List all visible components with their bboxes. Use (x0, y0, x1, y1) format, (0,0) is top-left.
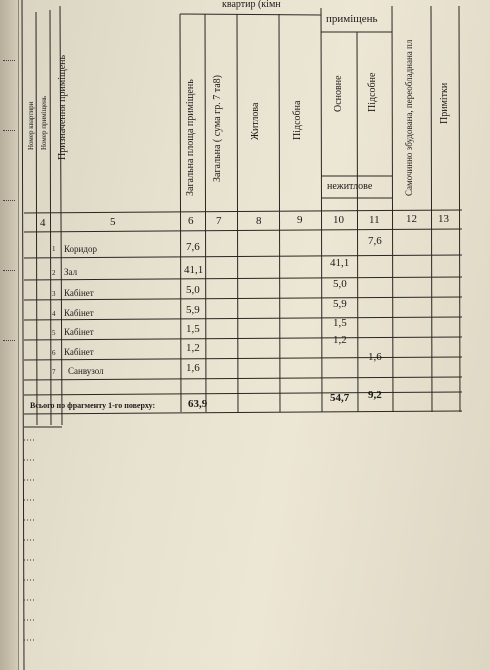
total-main-sum: 54,7 (330, 392, 350, 404)
total-label: Всього по фрагменту 1-го поверху: (30, 401, 156, 410)
margin-dot (3, 270, 15, 271)
room-total-area: 1,5 (186, 323, 200, 335)
room-number: 7 (52, 368, 56, 376)
room-number: 5 (52, 329, 56, 337)
room-main-area: 5,9 (333, 298, 347, 310)
col-number: 5 (110, 216, 116, 228)
margin-dot (3, 340, 15, 341)
room-number: 3 (52, 290, 56, 298)
header-nonresidential: нежитлове (327, 181, 373, 192)
room-number: 4 (52, 310, 56, 318)
header-total-sum: Загальна ( сума гр. 7 та8) (212, 75, 223, 182)
col-number: 9 (297, 214, 303, 226)
header-flat-number: Номер квартири (27, 101, 35, 150)
col-number: 6 (188, 215, 194, 227)
room-number: 6 (52, 349, 56, 357)
room-main-area: 5,0 (333, 278, 347, 290)
header-room-number: Номер приміщень (40, 95, 48, 150)
room-main-area: 41,1 (330, 257, 350, 269)
header-total-area: Загальна площа приміщень (185, 79, 196, 196)
room-name: Кабінет (64, 288, 94, 298)
col-number: 10 (333, 214, 344, 226)
total-area-sum: 63,9 (188, 398, 208, 410)
room-name: Кабінет (64, 347, 94, 357)
header-living: Житлова (250, 102, 261, 140)
room-number: 2 (52, 269, 56, 277)
header-main: Основне (333, 75, 344, 112)
room-aux-area: 7,6 (368, 235, 382, 247)
room-total-area: 41,1 (184, 264, 204, 276)
room-total-area: 5,9 (186, 304, 200, 316)
room-total-area: 7,6 (186, 241, 200, 253)
room-total-area: 1,6 (186, 362, 200, 374)
room-total-area: 1,2 (186, 342, 200, 354)
room-name: Кабінет (64, 308, 94, 318)
total-aux-sum: 9,2 (368, 389, 382, 401)
header-unauthorized: Самочинно збудована, переобладнана пл (404, 39, 414, 196)
room-name: Коридор (64, 244, 97, 254)
room-total-area: 5,0 (186, 284, 200, 296)
room-main-area: 1,2 (333, 334, 347, 346)
margin-dot (3, 130, 15, 131)
col-number: 12 (406, 213, 417, 225)
header-non-residential-rooms: приміщень (326, 13, 378, 25)
header-notes: Примітки (439, 82, 450, 124)
room-number: 1 (52, 245, 56, 253)
room-name: Кабінет (64, 327, 94, 337)
room-aux-area: 1,6 (368, 351, 382, 363)
col-number: 4 (40, 217, 46, 229)
header-partial-top: квартир (кімн (222, 0, 281, 10)
header-aux2: Підсобне (367, 72, 378, 112)
room-name: Санвузол (68, 366, 104, 376)
col-number: 11 (369, 214, 380, 226)
header-purpose: Призначення приміщень (57, 54, 68, 160)
header-auxiliary: Підсобна (292, 100, 303, 140)
margin-dot (3, 60, 15, 61)
room-main-area: 1,5 (333, 317, 347, 329)
room-name: Зал (64, 267, 78, 277)
col-number: 13 (438, 213, 449, 225)
col-number: 7 (216, 215, 222, 227)
margin-dot (3, 200, 15, 201)
col-number: 8 (256, 215, 262, 227)
